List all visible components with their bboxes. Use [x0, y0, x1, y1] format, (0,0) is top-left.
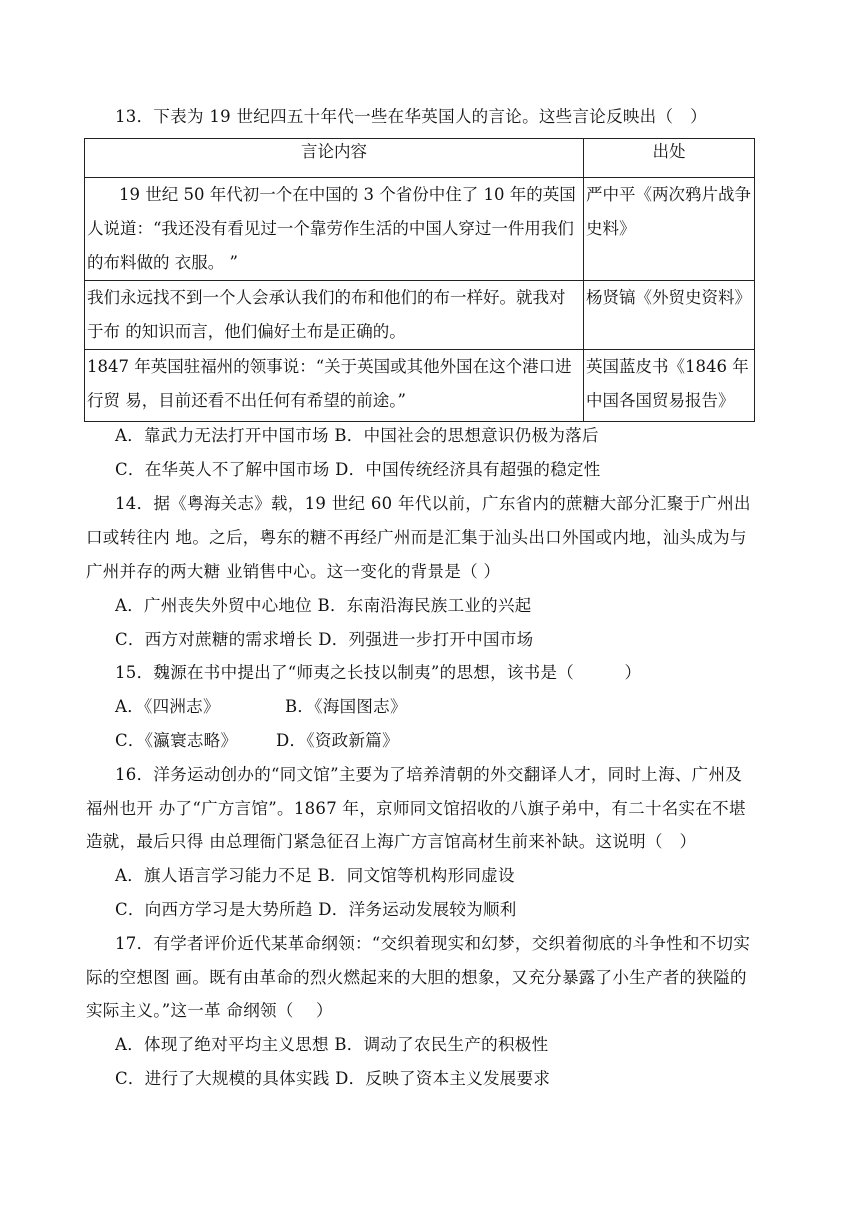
q14-options-cd: C．西方对蔗糖的需求增长 D．列强进一步打开中国市场: [115, 630, 534, 649]
quote-source-3: 英国蓝皮书《1846 年中国各国贸易报告》: [586, 357, 749, 410]
q14-options-ab: A．广州丧失外贸中心地位 B．东南沿海民族工业的兴起: [115, 596, 532, 615]
quote-source-2: 杨贤镐《外贸史资料》: [586, 288, 751, 307]
header-source: 出处: [584, 139, 755, 178]
q17-line-3: 实际主义。”这一革 命纲领（ ）: [86, 1001, 333, 1020]
q16-options-cd: C．向西方学习是大势所趋 D．洋务运动发展较为顺利: [115, 900, 517, 919]
q16-line-1: 16．洋务运动创办的“同文馆”主要为了培养清朝的外交翻译人才，同时上海、广州及: [115, 765, 743, 784]
q16-line-2: 福州也开 办了“广方言馆”。1867 年，京师同文馆招收的八旗子弟中，有二十名实在不堪: [86, 799, 746, 818]
table-cell-content: [85, 350, 584, 422]
q14-line-2: 口或转往内 地。之后，粤东的糖不再经广州而是汇集于汕头出口外国或内地，汕头成为与: [86, 528, 747, 547]
quote-source-1: 严中平《两次鸦片战争史料》: [586, 185, 751, 238]
q14-line-1: 14．据《粤海关志》载，19 世纪 60 年代以前，广东省内的蔗糖大部分汇聚于广州出: [115, 494, 751, 513]
quote-content-1: 19 世纪 50 年代初一个在中国的 3 个省份中住了 10 年的英国人说道：“我还没有看见过一个靠劳作生活的中国人穿过一件用我们的布料做的 衣服。 ”: [87, 185, 576, 272]
q16-line-3: 造就，最后只得 由总理衙门紧急征召上海广方言馆高材生前来补缺。这说明（ ）: [86, 832, 697, 851]
quote-content-3: 1847 年英国驻福州的领事说：“关于英国或其他外国在这个港口进行贸 易，目前还看不出任何有希望的前途。”: [87, 357, 572, 410]
table-cell-source: [584, 178, 755, 281]
table-row: [85, 178, 755, 281]
q14-line-3: 广州并存的两大糖 业销售中心。这一变化的背景是（ ）: [86, 562, 501, 581]
table-row: [85, 281, 755, 350]
table-row: [85, 350, 755, 422]
q13-options-cd: C．在华英人不了解中国市场 D．中国传统经济具有超强的稳定性: [115, 460, 601, 479]
header-content: 言论内容: [85, 139, 584, 178]
q17-options-cd: C．进行了大规模的具体实践 D．反映了资本主义发展要求: [115, 1069, 551, 1088]
q13-stem: 13．下表为 19 世纪四五十年代一些在华英国人的言论。这些言论反映出（ ）: [115, 107, 707, 126]
q15-option-c: C．《瀛寰志略》: [115, 731, 238, 750]
table-cell-content: [85, 281, 584, 350]
q17-line-1: 17．有学者评价近代某革命纲领：“交织着现实和幻梦，交织着彻底的斗争性和不切实: [115, 934, 751, 953]
q15-option-b: B．《海国图志》: [285, 697, 407, 716]
quote-table: [84, 138, 755, 422]
table-header-row: [85, 139, 755, 178]
q17-options-ab: A．体现了绝对平均主义思想 B．调动了农民生产的积极性: [115, 1035, 549, 1054]
q13-options-ab: A．靠武力无法打开中国市场 B．中国社会的思想意识仍极为落后: [115, 426, 599, 445]
quote-content-2: 我们永远找不到一个人会承认我们的布和他们的布一样好。就我对于布 的知识而言，他们偏好土布是正确的。: [87, 288, 566, 341]
q15-stem: 15．魏源在书中提出了“师夷之长技以制夷”的思想，该书是（ ）: [115, 663, 642, 682]
table-cell-source: [584, 281, 755, 350]
q15-option-d: D．《资政新篇》: [276, 731, 399, 750]
q17-line-2: 际的空想图 画。既有由革命的烈火燃起来的大胆的想象，又充分暴露了小生产者的狭隘的: [86, 968, 747, 987]
q16-options-ab: A．旗人语言学习能力不足 B．同文馆等机构形同虚设: [115, 866, 515, 885]
table-cell-content: [85, 178, 584, 281]
table-cell-source: [584, 350, 755, 422]
q15-option-a: A．《四洲志》: [115, 697, 220, 716]
